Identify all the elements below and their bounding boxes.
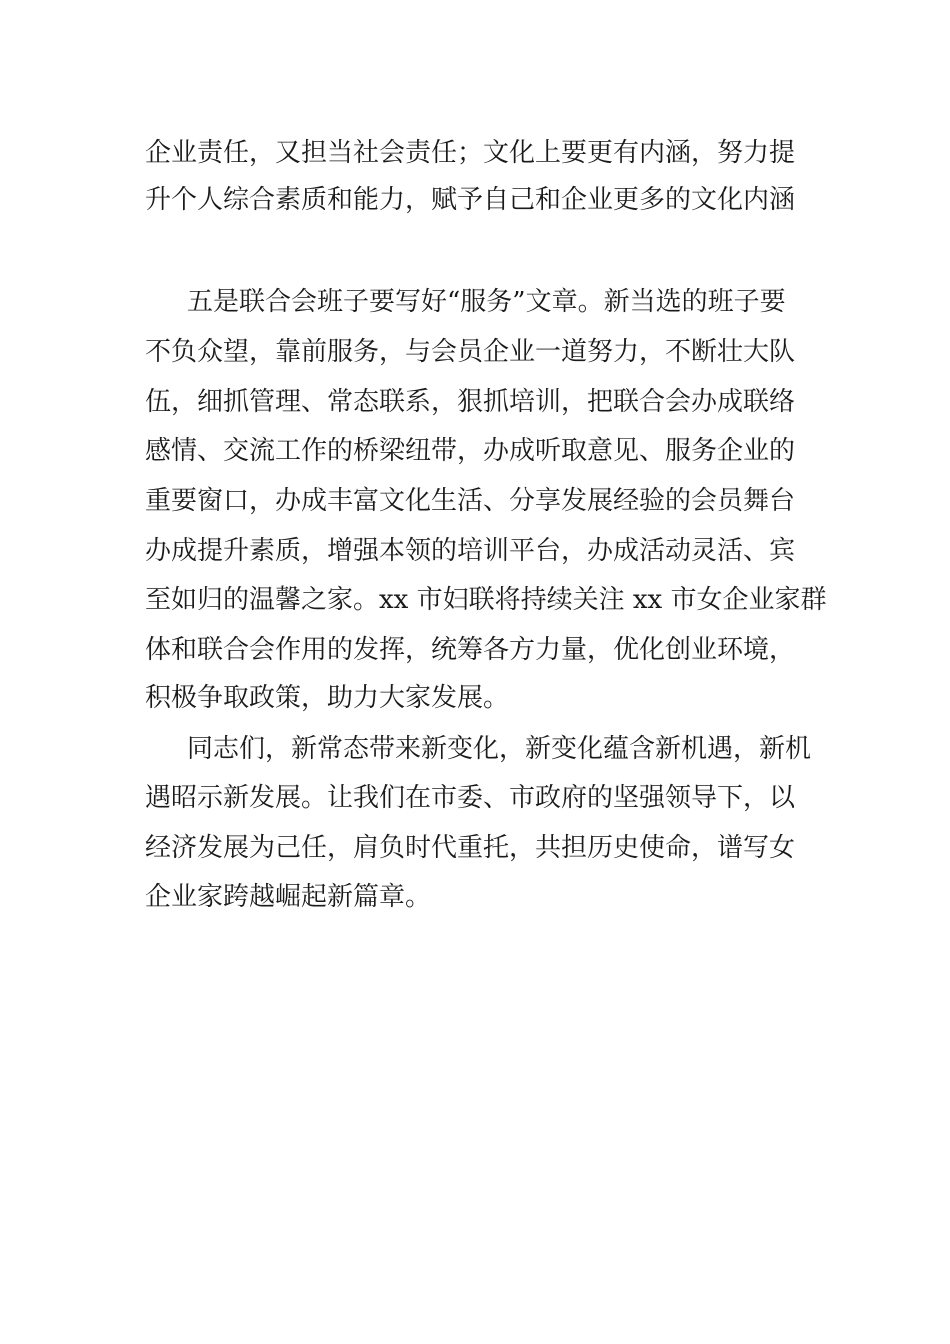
paragraph-line: 积极争取政策，助力大家发展。	[145, 683, 510, 713]
paragraph-line: 感情、交流工作的桥梁纽带，办成听取意见、服务企业的	[145, 436, 796, 466]
paragraph-first-line: 五是联合会班子要写好“服务”文章。新当选的班子要	[187, 287, 786, 317]
paragraph-line: 遇昭示新发展。让我们在市委、市政府的坚强领导下，以	[145, 783, 796, 813]
paragraph-line: 办成提升素质，增强本领的培训平台，办成活动灵活、宾	[145, 536, 796, 566]
paragraph-line: 至如归的温馨之家。xx 市妇联将持续关注 xx 市女企业家群	[145, 585, 827, 615]
paragraph-first-line: 同志们，新常态带来新变化，新变化蕴含新机遇，新机	[187, 734, 812, 764]
paragraph-line: 重要窗口，办成丰富文化生活、分享发展经验的会员舞台	[145, 486, 796, 516]
paragraph-line: 经济发展为己任，肩负时代重托，共担历史使命，谱写女	[145, 833, 796, 863]
paragraph-line: 不负众望，靠前服务，与会员企业一道努力，不断壮大队	[145, 337, 796, 367]
paragraph-line: 体和联合会作用的发挥，统筹各方力量，优化创业环境，	[145, 635, 796, 665]
paragraph-line: 企业责任，又担当社会责任；文化上要更有内涵，努力提	[145, 138, 796, 168]
paragraph-line: 企业家跨越崛起新篇章。	[145, 882, 432, 912]
paragraph-line: 升个人综合素质和能力，赋予自己和企业更多的文化内涵	[145, 185, 796, 215]
paragraph-line: 伍，细抓管理、常态联系，狠抓培训，把联合会办成联络	[145, 387, 796, 417]
